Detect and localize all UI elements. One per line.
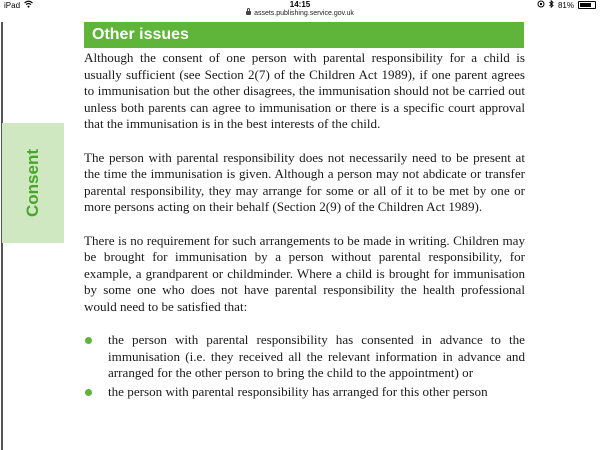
paragraph: Although the consent of one person with parental responsibility for a child is usually sufficient (see Section 2(7) of the Children Act 1989), if one parent agrees to immunisation but the other disagrees, the immunisation should not be carried out unless both parents can agree to immunisation or there is a specific court approval that the immunisation is in the best interests of the child. bbox=[84, 50, 525, 131]
lock-icon bbox=[246, 11, 251, 15]
orientation-lock-icon bbox=[537, 0, 545, 10]
address-bar[interactable] bbox=[0, 10, 600, 21]
battery-icon bbox=[578, 1, 596, 9]
paragraph: There is no requirement for such arrangements to be made in writing. Children may be brought for immunisation by a person without parental responsibility, for example, a grandparent or childminder. Where a child is brought for immunisation by some one who does not have parental responsibility the health professional would need to be satisfied that: bbox=[84, 232, 525, 314]
bullet-item bbox=[84, 384, 525, 401]
url-text: assets.publishing.service.gov.uk bbox=[254, 10, 354, 17]
document-body bbox=[84, 50, 525, 402]
side-tab-label: Consent bbox=[23, 149, 42, 217]
section-header: Other issues bbox=[84, 22, 524, 48]
device-name: iPad bbox=[4, 1, 21, 10]
bullet-list bbox=[84, 332, 525, 400]
paragraph: The person with parental responsibility does not necessarily need to be present at the time the immunisation is given. Although a person may not abdicate or transfer parental responsibility, they may arrange for some or all of it to be met by one or more persons acting on their behalf (Section 2(9) of the Children Act 1989). bbox=[84, 149, 525, 214]
bluetooth-icon bbox=[549, 0, 554, 10]
bullet-text: the person with parental responsibility has consented in advance to the immunisation (i.e. they received all the relevant information in advance and arranged for the other person to bring the child to the appointment) or bbox=[108, 332, 525, 380]
clock-time: 14:15 bbox=[289, 0, 311, 9]
bullet-dot-icon bbox=[85, 389, 92, 396]
side-tab-consent bbox=[2, 123, 64, 243]
battery-percent: 81% bbox=[557, 0, 574, 10]
bullet-text: the person with parental responsibility has arranged for this other person bbox=[108, 383, 488, 399]
bullet-dot-icon bbox=[85, 337, 92, 344]
bullet-item bbox=[84, 332, 525, 382]
